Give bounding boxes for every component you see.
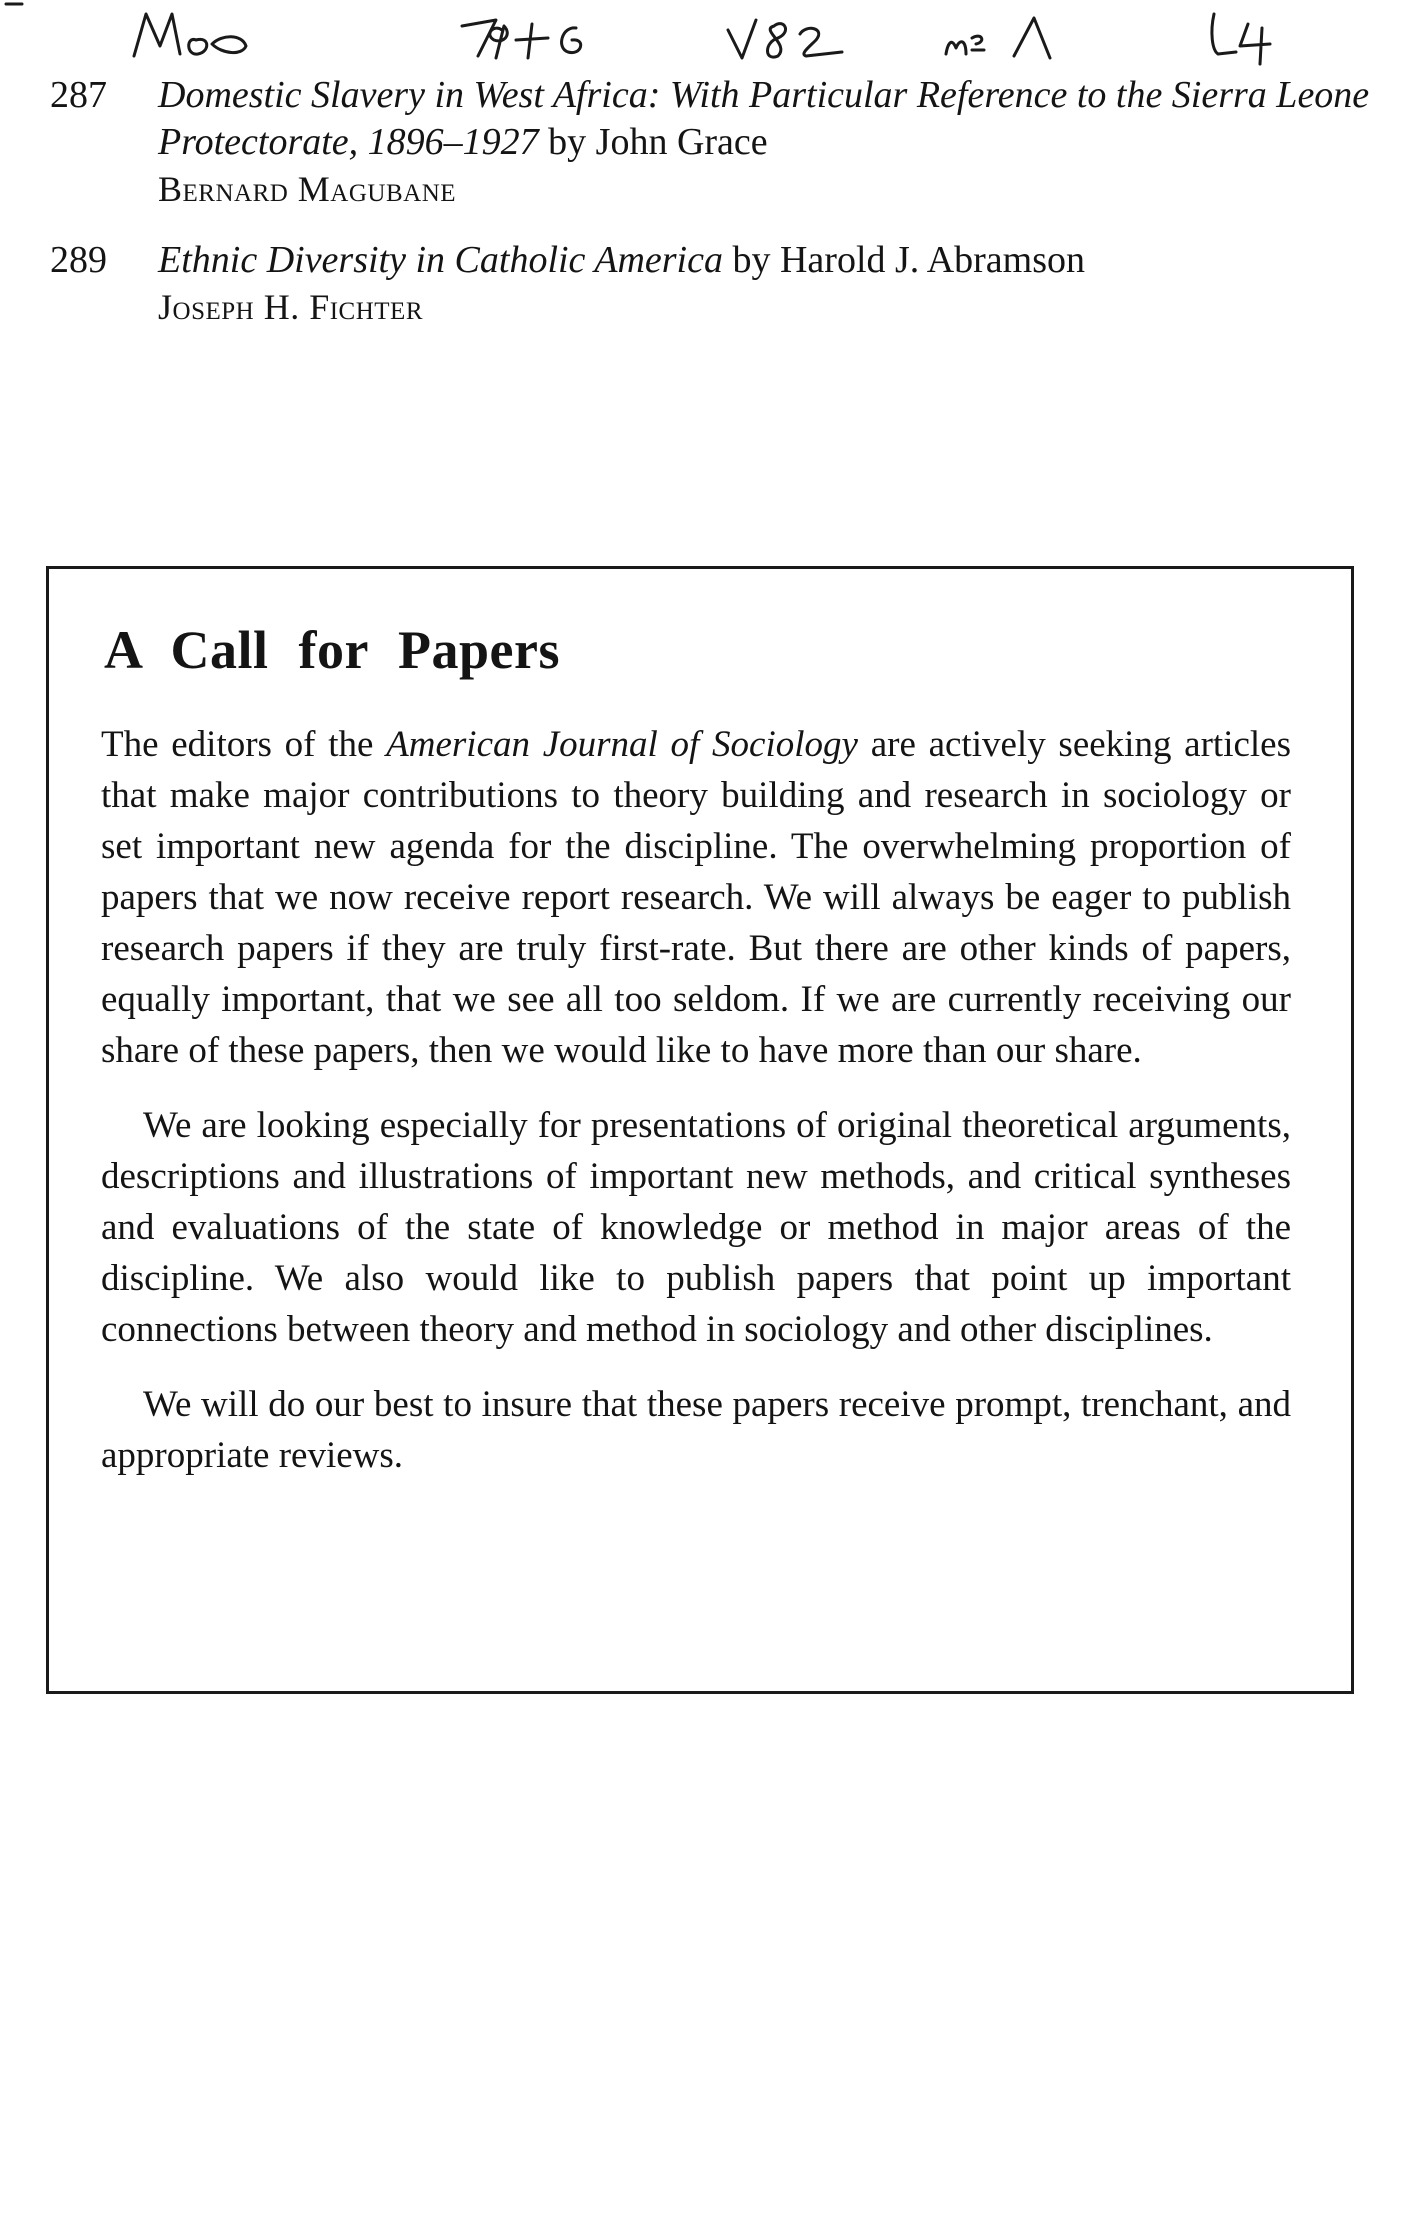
notice-paragraph — [101, 719, 1291, 1076]
book-title: Domestic Slavery in West Africa: With Particular Reference to the Sierra Leone Protectorate, 1896–1927 — [158, 74, 1370, 163]
book-review-list — [50, 72, 1390, 331]
review-entry — [50, 237, 1390, 331]
journal-name: American Journal of Sociology — [386, 724, 858, 765]
call-for-papers-box — [46, 566, 1354, 1694]
book-author: by Harold J. Abramson — [732, 239, 1086, 281]
book-title: Ethnic Diversity in Catholic America — [158, 239, 723, 281]
notice-body — [101, 719, 1291, 1481]
reviewer-name: Joseph H. Fichter — [158, 287, 423, 327]
notice-paragraph: We will do our best to insure that these papers receive prompt, trenchant, and appropriate reviews. — [101, 1384, 1291, 1476]
paragraph-text: are actively seeking articles that make major contributions to theory building and research in sociology or set important new agenda for the discipline. The overwhelming proportion of papers that we now receive report research. We will always be eager to publish research papers if they are truly first-rate. But there are other kinds of papers, equally important, that we see all too seldom. If we are currently receiving our share of these papers, then we would like to have more than our share. — [101, 724, 1291, 1071]
page-number: 289 — [50, 239, 107, 281]
review-entry — [50, 72, 1390, 213]
book-author: by John Grace — [548, 121, 768, 163]
notice-title: A Call for Papers — [104, 620, 560, 680]
page-number: 287 — [50, 74, 107, 116]
reviewer-name: Bernard Magubane — [158, 169, 457, 209]
paragraph-text: The editors of the — [101, 724, 387, 765]
notice-paragraph: We are looking especially for presentations of original theoretical arguments, descriptions and illustrations of important new methods, and critical syntheses and evaluations of the state of knowledge or method in major areas of the discipline. We also would like to publish papers that point up important connections between theory and method in sociology and other disciplines. — [101, 1105, 1291, 1350]
